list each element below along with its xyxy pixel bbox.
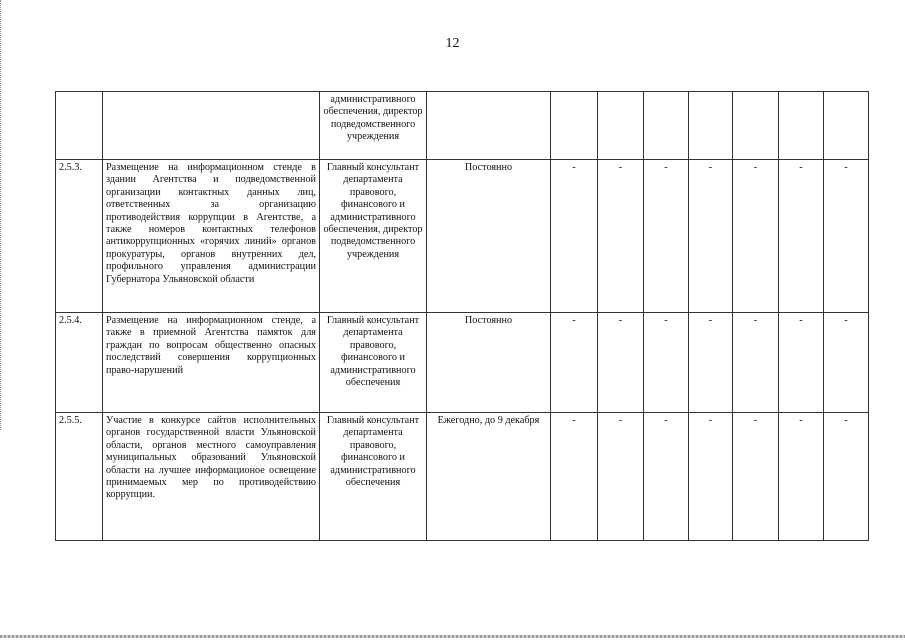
indicator-cell (733, 92, 779, 160)
term-cell: Постоянно (427, 313, 551, 413)
indicator-cell: - (551, 160, 598, 313)
indicator-cell: - (733, 160, 779, 313)
responsible-cell: Главный консультант департамента правового, финансового и административного обеспечения (320, 413, 427, 541)
indicator-cell: - (733, 413, 779, 541)
indicator-cell: - (824, 413, 869, 541)
responsible-cell: административного обеспечения, директор подведомственного учреждения (320, 92, 427, 160)
indicator-cell (689, 92, 733, 160)
table-row (56, 413, 869, 541)
table-row (56, 160, 869, 313)
row-number-cell: 2.5.3. (56, 160, 103, 313)
indicator-cell: - (644, 313, 689, 413)
indicator-cell: - (644, 160, 689, 313)
term-cell (427, 92, 551, 160)
indicator-cell: - (689, 313, 733, 413)
indicator-cell: - (689, 413, 733, 541)
responsible-cell: Главный консультант департамента правового, финансового и административного обеспечения (320, 313, 427, 413)
responsible-cell: Главный консультант департамента правового, финансового и административного обеспечения, директор подведомственного учреждения (320, 160, 427, 313)
term-cell: Ежегодно, до 9 декабря (427, 413, 551, 541)
table-row (56, 92, 869, 160)
row-number-cell: 2.5.4. (56, 313, 103, 413)
indicator-cell: - (689, 160, 733, 313)
indicator-cell (551, 92, 598, 160)
row-number-cell (56, 92, 103, 160)
indicator-cell (598, 92, 644, 160)
indicator-cell: - (598, 160, 644, 313)
indicator-cell: - (779, 313, 824, 413)
table-row (56, 313, 869, 413)
row-number-cell: 2.5.5. (56, 413, 103, 541)
scan-left-edge (0, 0, 5, 430)
indicator-cell (779, 92, 824, 160)
indicator-cell: - (598, 313, 644, 413)
measure-description-cell: Участие в конкурсе сайтов исполнительных органов государственной власти Ульяновской области, органов местного самоуправления муниципальных образований Ульяновской области на лучшее информационое освещение принимаемых мер по противодействию коррупции. (103, 413, 320, 541)
term-cell: Постоянно (427, 160, 551, 313)
measure-description-cell (103, 92, 320, 160)
indicator-cell: - (644, 413, 689, 541)
indicator-cell: - (779, 160, 824, 313)
measure-description-cell: Размещение на информационном стенде, а также в приемной Агентства памяток для граждан по вопросам общественно опасных последствий совершения коррупционных право-нарушений (103, 313, 320, 413)
indicator-cell (824, 92, 869, 160)
measure-description-cell: Размещение на информационном стенде в здании Агентства и подведомственной организации контактных данных лиц, ответственных за организацию противодействия коррупции в Агентстве, а также номеров контактных телефонов антикоррупционных «горячих линий» органов прокуратуры, органов внутренних дел, профильного управления администрации Губернатора Ульяновской области (103, 160, 320, 313)
indicator-cell: - (733, 313, 779, 413)
indicator-cell: - (598, 413, 644, 541)
page-number: 12 (445, 36, 460, 51)
indicator-cell: - (551, 313, 598, 413)
indicator-cell: - (824, 160, 869, 313)
scan-bottom-edge (0, 635, 905, 638)
indicator-cell: - (824, 313, 869, 413)
measures-table (55, 91, 869, 541)
indicator-cell: - (551, 413, 598, 541)
indicator-cell (644, 92, 689, 160)
indicator-cell: - (779, 413, 824, 541)
